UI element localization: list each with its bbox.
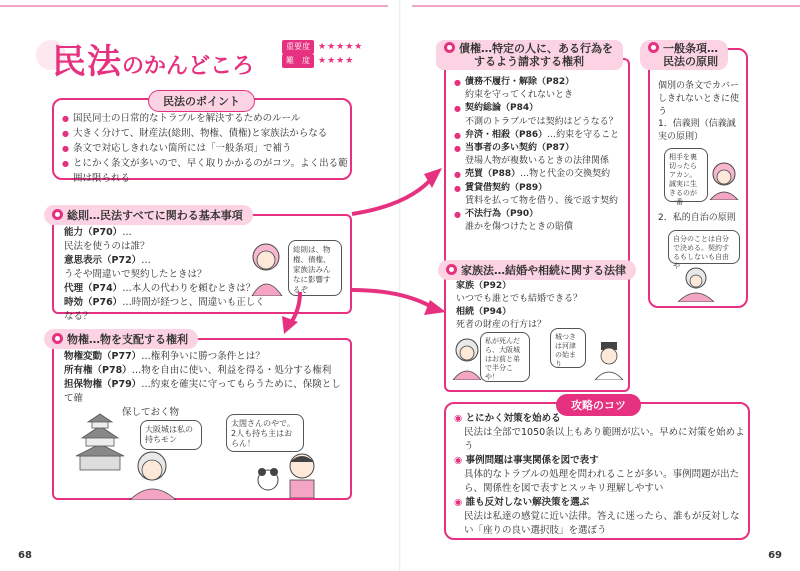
bullet-icon: [52, 209, 63, 220]
speech-bubble: 私が死んだら、大阪城はお前と弟で半分こや！: [480, 332, 530, 382]
arrow-to-kazoku: [352, 290, 430, 306]
kazoku-terms: [456, 280, 626, 332]
woman-illustration: [674, 266, 718, 302]
speech-bubble: 自分のことは自分で決める。契約するもしないも自由や: [668, 230, 740, 264]
star-icon: ★★★★: [318, 56, 355, 66]
bullet-icon: [446, 264, 457, 275]
kouryaku-header: 攻略のコツ: [556, 394, 641, 416]
kouryaku-point-2: ◉ 事例問題は事実関係を図で表す 具体的なトラブルの処理を問われることが多い。事例問題が出たら、関係性を図で表すとスッキリ理解しやすい: [454, 455, 740, 494]
dog-illustration: [254, 466, 282, 496]
rating-label: 重要度: [282, 40, 314, 54]
rating-importance: [282, 40, 363, 54]
points-list: [62, 111, 352, 186]
page-number-left: 68: [18, 550, 32, 561]
page-gutter: [399, 0, 401, 571]
saiken-header: 債権…特定の人に、ある行為を するよう請求する権利: [436, 40, 623, 70]
bullet-icon: [648, 42, 659, 53]
kouryaku-point-3: ◉ 誰も反対しない解決策を選ぶ 民法は私達の感覚に近い法律。答えに迷ったら、誰もが反対しない「座りの良い選択肢」を選ぼう: [454, 497, 740, 536]
title-sub: のかんどころ: [122, 54, 255, 79]
kouryaku-content: [454, 412, 746, 538]
list-item: ● 国民同士の日常的なトラブルを解決するためのルール: [62, 111, 352, 126]
ippan-intro: 個別の条文でカバーしきれないときに使う: [658, 81, 740, 117]
bullet-icon: ◉: [454, 497, 463, 508]
castle-illustration: [74, 412, 126, 472]
rating-panel: [282, 40, 363, 68]
term-desc: 死者の財産の行方は？: [456, 320, 547, 330]
ippan-item-2: 2．私的自治の原則: [658, 213, 736, 223]
list-item: ● 売買（P88）…物と代金の交換契約: [454, 168, 630, 181]
sousoku-header: 総則…民法すべてに関わる基本事項: [44, 205, 253, 225]
woman-illustration: [450, 336, 484, 380]
page-title: [52, 34, 254, 83]
term-desc: 民法を使うのは誰？: [64, 241, 150, 252]
sousoku-terms: [64, 226, 274, 324]
list-item: ● 賃貸借契約（P89） 賃料を払って物を借り、後で返す契約: [454, 182, 630, 208]
bukken-header: 物権…物を支配する権利: [44, 329, 198, 349]
kouryaku-point-1: ◉ とにかく対策を始める 民法は全部で1050条以上もあり範囲が広い。早めに対策を始めよう: [454, 413, 745, 452]
bullet-icon: ◉: [454, 413, 463, 424]
term-item: 物権変動（P77）…権利争いに勝つ条件とは？: [64, 351, 265, 362]
list-item: ● とにかく条文が多いので、早く取りかかるのがコツ。よく出る範囲は限られる: [62, 156, 352, 186]
term-desc: いつでも誰とでも結婚できる？: [456, 294, 583, 304]
kazoku-header: 家族法…結婚や相続に関する法律: [438, 260, 636, 280]
list-item: ● 債務不履行・解除（P82） 約束を守ってくれないとき: [454, 76, 630, 102]
bullet-icon: [444, 42, 455, 53]
man-illustration: [592, 340, 626, 380]
woman-illustration: [708, 160, 740, 200]
term-item: 所有権（P78）…物を自由に使い、利益を得る・処分する権利: [64, 365, 332, 376]
term-item: 担保物権（P79）…約束を確実に守ってもらうために、保険として確: [64, 379, 341, 404]
bukken-terms: [64, 350, 348, 420]
list-item: ● 不法行為（P90） 誰かを傷つけたときの賠償: [454, 208, 630, 234]
term-item: 意思表示（P72）…: [64, 255, 151, 266]
list-item: ● 当事者の多い契約（P87） 登場人物が複数いるときの法律関係: [454, 142, 630, 168]
page-number-right: 69: [768, 550, 782, 561]
title-main: 民法: [52, 42, 122, 82]
term-item: 時効（P76）…時間が経つと、間違いも正しくなる？: [64, 297, 265, 322]
term-item: 能力（P70）…: [64, 227, 132, 238]
rating-label: 難 度: [282, 54, 314, 68]
star-icon: ★★★★★: [318, 42, 364, 52]
speech-bubble: 相手を裏切ったらアカン。誠実に生きるのが一番: [664, 148, 708, 202]
woman-illustration: [244, 240, 290, 296]
boy-illustration: [282, 452, 322, 498]
term-item: 家族（P92）: [456, 281, 512, 291]
speech-bubble: 太閤さんのやで。2人も持ち主はおらん！: [226, 414, 304, 452]
list-item: ● 弁済・相殺（P86）…約束を守ること: [454, 129, 630, 142]
saiken-list: [454, 76, 630, 234]
term-item: 相続（P94）: [456, 307, 512, 317]
speech-bubble: 大阪城は私の持ちモン: [140, 420, 202, 450]
woman-illustration: [124, 450, 182, 500]
term-desc: うそや間違いで契約したときは？: [64, 269, 207, 280]
rating-difficulty: [282, 54, 363, 68]
bullet-icon: [52, 333, 63, 344]
list-item: ● 契約総論（P84） 不測のトラブルでは契約はどうなる？: [454, 102, 630, 128]
list-item: ● 大きく分けて、財産法(総則、物権、債権)と家族法からなる: [62, 126, 352, 141]
ippan-item-1: 1．信義則（信義誠実の原則）: [658, 119, 736, 142]
points-header: 民法のポイント: [148, 90, 255, 112]
bullet-icon: ◉: [454, 455, 463, 466]
term-item: 代理（P74）…本人の代わりを頼むときは？: [64, 283, 256, 294]
ippan-header: 一般条項… 民法の原則: [640, 40, 728, 70]
list-item: ● 条文で対応しきれない箇所には「一般条項」で補う: [62, 141, 352, 156]
speech-bubble: 城つきは河津の始まり: [550, 328, 586, 368]
speech-bubble: 総則は、物権、債権、家族法みんなに影響するぞ: [288, 240, 342, 296]
term-desc: 保しておく物: [122, 407, 180, 418]
